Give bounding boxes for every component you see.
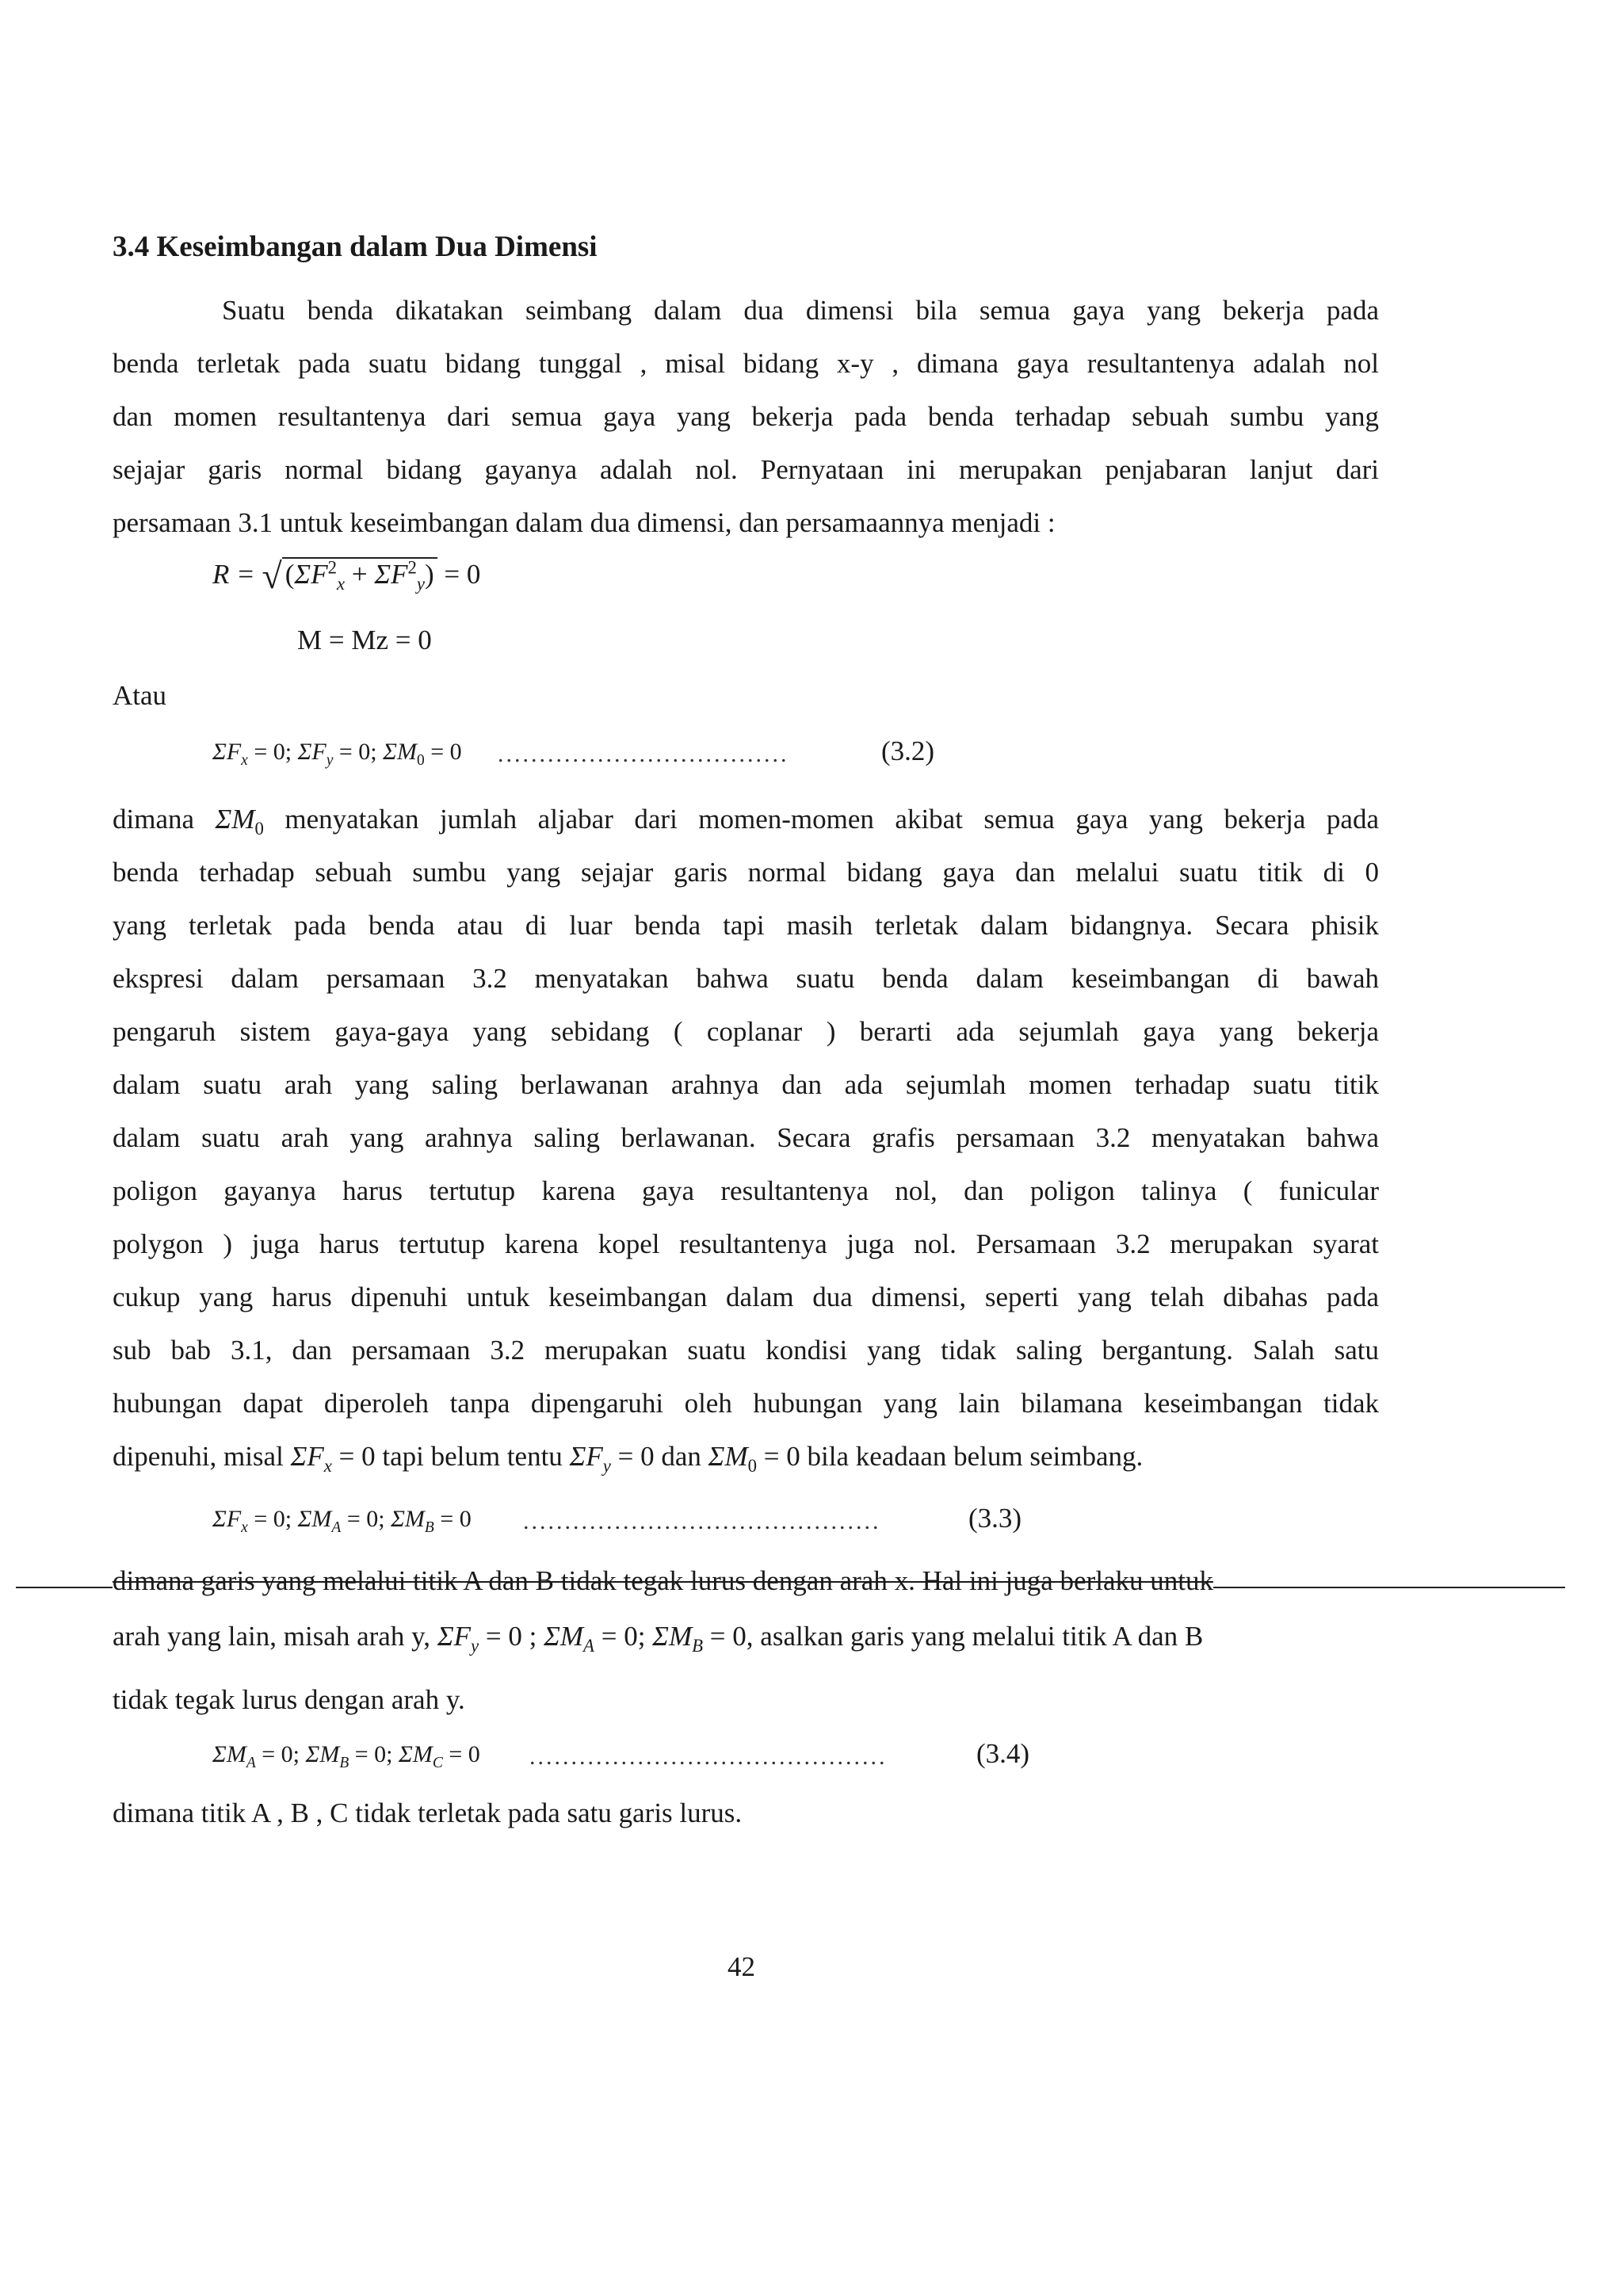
text-line: dan momen resultantenya dari semua gaya yang bekerja pada benda terhadap sebuah sumbu yang xyxy=(113,401,1379,432)
text-line: yang terletak pada benda atau di luar benda tapi masih terletak dalam bidangnya. Secara phisik xyxy=(113,910,1379,941)
text-line: persamaan 3.1 untuk keseimbangan dalam dua dimensi, dan persamaannya menjadi : xyxy=(113,507,1056,538)
paragraph-intro xyxy=(113,284,1379,549)
text-line: dalam suatu arah yang arahnya saling berlawanan. Secara grafis persamaan 3.2 menyatakan bahwa xyxy=(113,1122,1379,1153)
equation-moment: M = Mz = 0 xyxy=(297,625,432,655)
equation-number: (3.3) xyxy=(968,1503,1022,1534)
text-line: tidak tegak lurus dengan arah y. xyxy=(113,1684,465,1715)
eq-rhs: = 0 xyxy=(444,559,481,590)
final-line: dimana titik A , B , C tidak terletak pada satu garis lurus. xyxy=(113,1797,743,1828)
text-line: polygon ) juga harus tertutup karena kopel resultantenya juga nol. Persamaan 3.2 merupakan syarat xyxy=(113,1228,1379,1259)
atau-label: Atau xyxy=(113,680,167,711)
equation-leader-dots: ........................................... xyxy=(529,1744,888,1770)
text-line: dalam suatu arah yang saling berlawanan arahnya dan ada sejumlah momen terhadap suatu titik xyxy=(113,1069,1379,1100)
equation-resultant xyxy=(212,555,480,597)
equation-3-2: $\Sigma F_x = 0$; $\Sigma F_y = 0$; $\Sigma M_0 = 0$ xyxy=(212,739,462,769)
equation-3-4: $\Sigma M_A = 0$; $\Sigma M_B = 0$; $\Sigma M_C = 0$ xyxy=(212,1741,480,1771)
text-line: sub bab 3.1, dan persamaan 3.2 merupakan suatu kondisi yang tidak saling bergantung. Salah satu xyxy=(113,1335,1379,1366)
equation-number: (3.4) xyxy=(976,1738,1030,1769)
text-line: arah yang lain, misah arah y, $\Sigma F_y = 0$ ; $\Sigma M_A = 0$; $\Sigma M_B = 0$, asalkan garis yang melalui titik A dan B xyxy=(113,1621,1204,1656)
paragraph-explanation xyxy=(113,793,1379,1483)
struck-text-line: dimana garis yang melalui titik A dan B tidak tegak lurus dengan arah x. Hal ini juga berlaku untuk xyxy=(113,1565,1213,1596)
equation-3-3: $\Sigma F_x = 0$; $\Sigma M_A = 0$; $\Sigma M_B = 0$ xyxy=(212,1506,472,1536)
section-heading: 3.4 Keseimbangan dalam Dua Dimensi xyxy=(113,231,598,263)
sqrt-expression: √ $(\Sigma F^2_x + \Sigma F^2_y)$ xyxy=(262,555,437,597)
text-line: dimana $\Sigma M_0$ menyatakan jumlah aljabar dari momen-momen akibat semua gaya yang bekerja pada xyxy=(113,804,1379,839)
text-line: poligon gayanya harus tertutup karena gaya resultantenya nol, dan poligon talinya ( funicular xyxy=(113,1175,1379,1206)
text-line: dipenuhi, misal $\Sigma F_x = 0$ tapi belum tentu $\Sigma F_y = 0$ dan $\Sigma M_0 = 0$ bila keadaan belum seimbang. xyxy=(113,1441,1144,1476)
text-line: cukup yang harus dipenuhi untuk keseimbangan dalam dua dimensi, seperti yang telah dibahas pada xyxy=(113,1282,1379,1312)
equation-leader-dots: ........................................... xyxy=(523,1508,881,1534)
text-line: ekspresi dalam persamaan 3.2 menyatakan bahwa suatu benda dalam keseimbangan di bawah xyxy=(113,963,1379,994)
text-line: sejajar garis normal bidang gayanya adalah nol. Pernyataan ini merupakan penjabaran lanjut dari xyxy=(113,454,1379,485)
text-line: benda terletak pada suatu bidang tunggal , misal bidang x-y , dimana gaya resultantenya adalah nol xyxy=(113,348,1379,379)
page-number: 42 xyxy=(727,1951,755,1982)
equation-leader-dots: ................................... xyxy=(498,741,789,767)
text-line: hubungan dapat diperoleh tanpa dipengaruhi oleh hubungan yang lain bilamana keseimbangan tidak xyxy=(113,1388,1379,1419)
text-line: Suatu benda dikatakan seimbang dalam dua dimensi bila semua gaya yang bekerja pada xyxy=(222,295,1379,326)
text-line: pengaruh sistem gaya-gaya yang sebidang ( coplanar ) berarti ada sejumlah gaya yang bekerja xyxy=(113,1016,1379,1047)
equation-number: (3.2) xyxy=(881,735,935,766)
eq-lhs: R = xyxy=(212,559,255,590)
text-line: benda terhadap sebuah sumbu yang sejajar garis normal bidang gaya dan melalui suatu titik di 0 xyxy=(113,857,1379,888)
